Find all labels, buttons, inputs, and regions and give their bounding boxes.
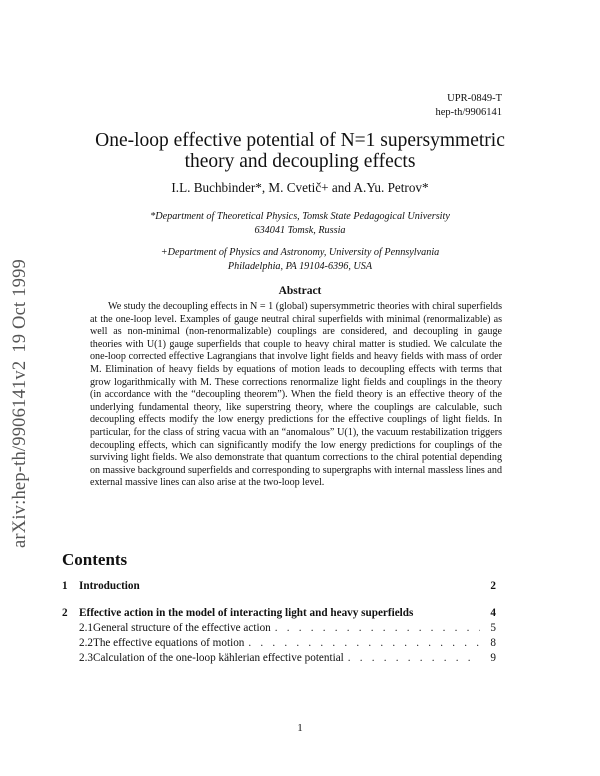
toc-leader (248, 637, 480, 649)
archive-number: hep-th/9906141 (435, 107, 502, 118)
title-line-2: theory and decoupling effects (184, 151, 416, 172)
paper-title (60, 130, 540, 172)
toc-number: 2.3 (79, 652, 93, 664)
title-line-1: One-loop effective potential of N=1 supersymmetric (95, 130, 505, 151)
toc-page: 8 (490, 637, 496, 649)
toc-page: 4 (490, 607, 496, 619)
abstract-heading: Abstract (278, 285, 322, 297)
toc-title: Introduction (79, 580, 140, 592)
contents-heading: Contents (62, 550, 128, 569)
arxiv-id: arXiv:hep-th/9906141v2 (10, 360, 30, 548)
report-number: UPR-0849-T (447, 93, 502, 104)
arxiv-date: 19 Oct 1999 (10, 259, 30, 353)
toc-entry-equations-of-motion[interactable] (62, 637, 496, 649)
toc-entry-introduction[interactable] (62, 580, 496, 592)
arxiv-stamp (10, 208, 31, 548)
toc-leader (275, 622, 480, 634)
affiliation-tomsk (60, 210, 540, 238)
toc-number: 2.2 (79, 637, 93, 649)
toc-entry-effective-action[interactable] (62, 607, 496, 619)
author-list: I.L. Buchbinder*, M. Cvetič+ and A.Yu. Petrov* (171, 180, 429, 195)
toc-number: 2.1 (79, 622, 93, 634)
toc-entry-general-structure[interactable] (62, 622, 496, 634)
toc-number: 2 (62, 607, 68, 619)
toc-title: The effective equations of motion (92, 637, 245, 649)
affiliation-tomsk-line-2: 634041 Tomsk, Russia (254, 225, 346, 236)
page-number: 1 (297, 722, 303, 734)
abstract-body: We study the decoupling effects in N = 1 (global) supersymmetric theories with chiral superfields at the one-loop level. Examples of gauge neutral chiral superfields with minimal (renormalizable) as well as non-minimal (non-renormalizable) couplings are considered, and decoupling in gauge theories with U(1) gauge superfields that couple to heavy chiral matter is studied. We calculate the one-loop corrected effective Lagrangians that involve light fields and heavy fields with mass of order M. Elimination of heavy fields by equations of motion leads to decoupling effects with terms that grow logarithmically with M. These corrections renormalize light fields and couplings in the theory (in accordance with the “decoupling theorem”). When the field theory is an effective theory of the underlying fundamental theory, like superstring theory, where the couplings are calculable, such decoupling effects modify the low energy predictions for the effective couplings of light fields. In particular, for the class of string vacua with an “anomalous” U(1), the vacuum restabilization triggers decoupling effects, which can significantly modify the low energy predictions for couplings of the surviving light fields. We also demonstrate that quantum corrections to the chiral potential depending on massive background superfields and corresponding to supergraphs with internal massless lines and external massive lines can also arise at the two-loop level. (90, 301, 502, 489)
toc-title: General structure of the effective action (92, 622, 271, 634)
toc-entry-kahlerian-potential[interactable] (62, 652, 496, 664)
toc-leader (348, 652, 480, 664)
toc-page: 5 (490, 622, 496, 634)
toc-title: Calculation of the one-loop kählerian effective potential (92, 652, 344, 664)
toc-number: 1 (62, 580, 68, 592)
report-number-block (436, 92, 503, 120)
toc-page: 2 (490, 580, 496, 592)
affiliation-penn-line-1: +Department of Physics and Astronomy, University of Pennsylvania (160, 247, 440, 258)
affiliation-tomsk-line-1: *Department of Theoretical Physics, Tomsk State Pedagogical University (150, 211, 450, 222)
affiliation-penn-line-2: Philadelphia, PA 19104-6396, USA (227, 261, 373, 272)
toc-title: Effective action in the model of interacting light and heavy superfields (79, 607, 414, 619)
toc-page: 9 (490, 652, 496, 664)
affiliation-penn (60, 246, 540, 274)
